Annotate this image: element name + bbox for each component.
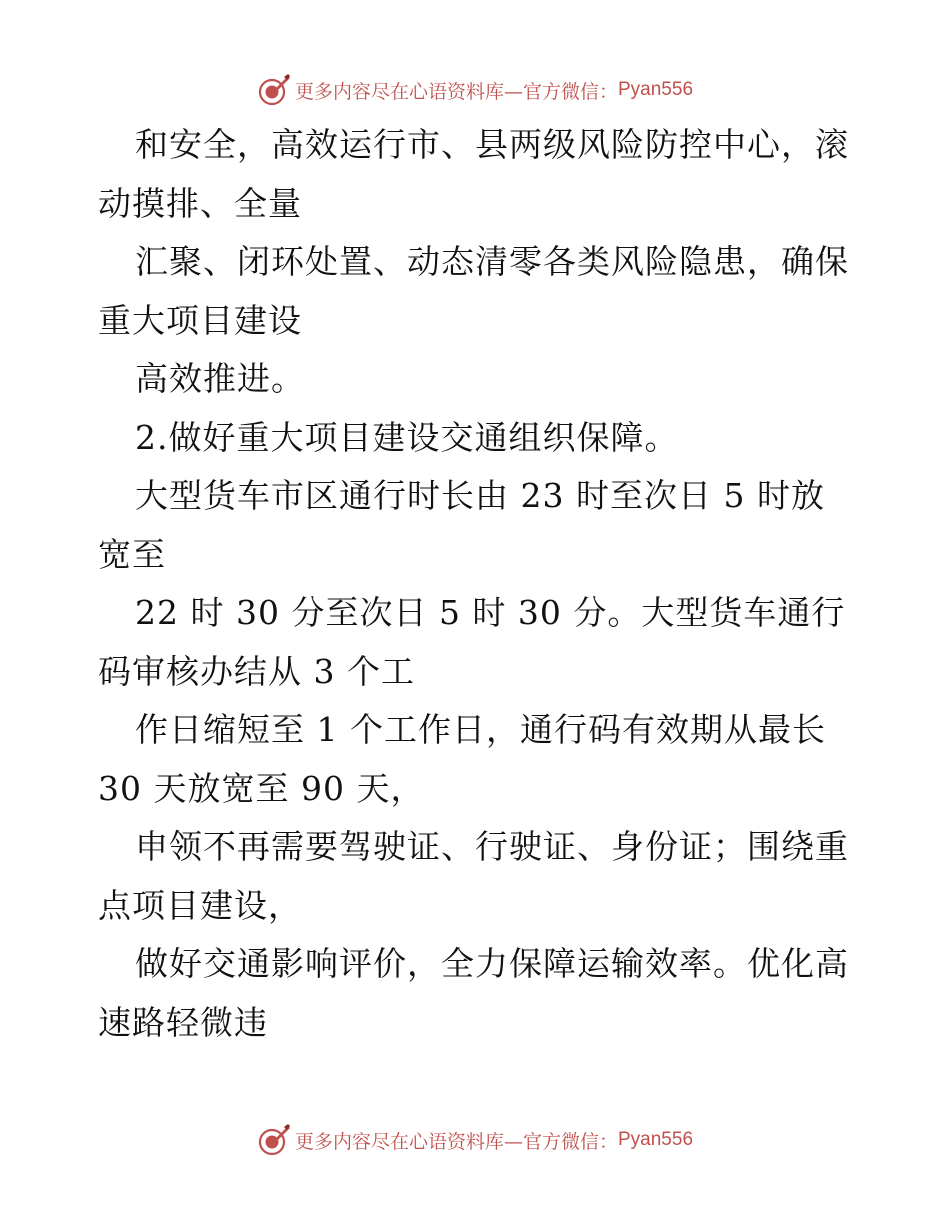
- text-line: 动摸排、全量: [98, 183, 302, 223]
- body-text: [98, 116, 858, 1052]
- quill-seal-icon: [257, 1123, 291, 1157]
- text-line: 点项目建设，: [98, 885, 302, 925]
- banner-wechat-id: Pyan556: [618, 1129, 694, 1150]
- text-line: 码审核办结从 3 个工: [98, 651, 415, 691]
- text-line: 申领不再需要驾驶证、行驶证、身份证；围绕重: [135, 827, 849, 866]
- text-line: 速路轻微违: [98, 1002, 268, 1042]
- text-line: 重大项目建设: [98, 300, 302, 340]
- banner-text: 更多内容尽在心语资料库—官方微信：: [294, 1130, 618, 1153]
- text-line: 和安全，高效运行市、县两级风险防控中心，滚: [135, 125, 849, 164]
- banner-wechat-id: Pyan556: [618, 79, 694, 100]
- text-line: 大型货车市区通行时长由 23 时至次日 5 时放: [135, 476, 825, 515]
- section-heading: 2.做好重大项目建设交通组织保障。: [135, 417, 679, 457]
- text-line: 高效推进。: [135, 359, 305, 398]
- quill-seal-icon: [257, 73, 291, 107]
- text-line: 22 时 30 分至次日 5 时 30 分。大型货车通行: [135, 593, 846, 632]
- header-banner: [0, 70, 950, 110]
- text-line: 做好交通影响评价，全力保障运输效率。优化高: [135, 944, 849, 983]
- text-line: 宽至: [98, 534, 166, 574]
- text-line: 汇聚、闭环处置、动态清零各类风险隐患，确保: [135, 242, 849, 281]
- text-line: 作日缩短至 1 个工作日，通行码有效期从最长: [135, 710, 826, 749]
- footer-banner: [0, 1120, 950, 1160]
- text-line: 30 天放宽至 90 天，: [98, 768, 425, 808]
- banner-text: 更多内容尽在心语资料库—官方微信：: [294, 80, 618, 103]
